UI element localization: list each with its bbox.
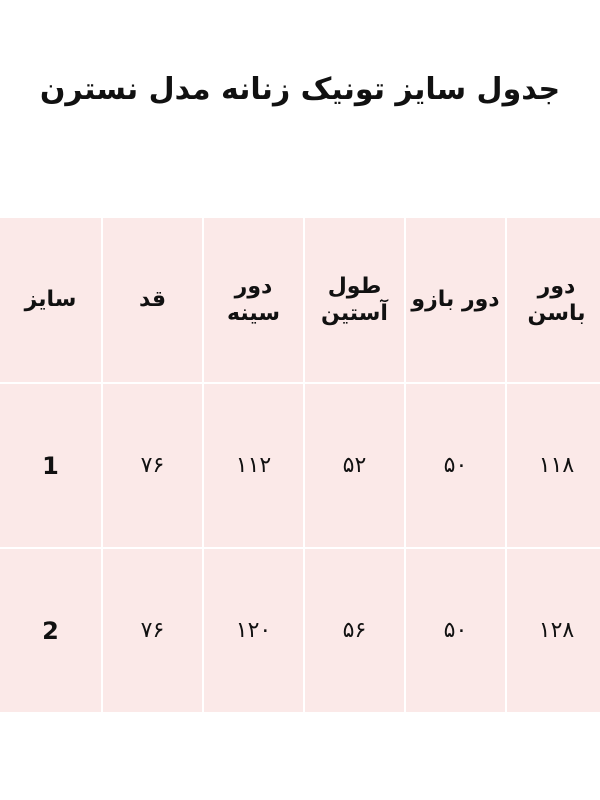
header-sleeve-line2: آستین xyxy=(321,301,388,326)
header-chest xyxy=(202,218,303,384)
header-sleeve xyxy=(303,218,404,384)
header-hip xyxy=(505,218,600,384)
cell-sleeve: ۵۶ xyxy=(303,549,404,714)
header-arm xyxy=(404,218,505,384)
header-hip-line1: دور xyxy=(537,273,576,299)
table-header-row xyxy=(0,218,600,384)
header-chest-line2: سینه xyxy=(227,301,280,326)
cell-size: 1 xyxy=(0,384,101,549)
cell-arm: ۵۰ xyxy=(404,549,505,714)
header-arm-line1: دور بازو xyxy=(411,287,500,313)
cell-size: 2 xyxy=(0,549,101,714)
cell-arm: ۵۰ xyxy=(404,384,505,549)
header-height xyxy=(101,218,202,384)
cell-hip: ۱۲۸ xyxy=(505,549,600,714)
cell-chest: ۱۱۲ xyxy=(202,384,303,549)
header-sleeve-line1: طول xyxy=(327,273,382,299)
cell-hip: ۱۱۸ xyxy=(505,384,600,549)
cell-sleeve: ۵۲ xyxy=(303,384,404,549)
cell-chest: ۱۲۰ xyxy=(202,549,303,714)
cell-height: ۷۶ xyxy=(101,549,202,714)
page-title: جدول سایز تونیک زنانه مدل نسترن xyxy=(39,72,561,107)
header-height-line1: قد xyxy=(138,287,167,313)
header-size-line1: سایز xyxy=(24,287,77,313)
header-size xyxy=(0,218,101,384)
size-chart-table xyxy=(0,218,600,714)
header-hip-line2: باسن xyxy=(527,301,586,326)
table-row xyxy=(0,384,600,549)
cell-height: ۷۶ xyxy=(101,384,202,549)
table-row xyxy=(0,549,600,714)
header-chest-line1: دور xyxy=(234,273,273,299)
